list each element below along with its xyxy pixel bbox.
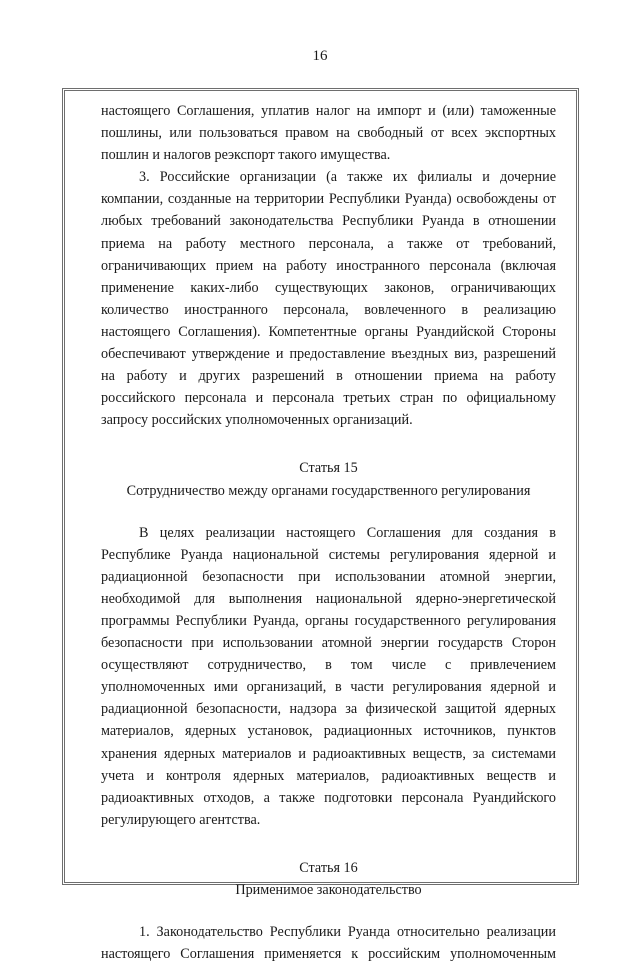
text-line: радиоактивных отходов, а также подготовки персонала Руандийского — [101, 789, 556, 806]
text-line: обеспечивают утверждение и предоставление въездных виз, разрешений — [101, 346, 556, 363]
paragraph-continuation — [101, 100, 556, 166]
text-line: радиационной безопасности, надзора за физической защитой ядерных — [101, 701, 556, 718]
text-line: приема на работу местного персонала, а также от требований, — [101, 235, 556, 252]
text-line: количество иностранного персонала, вовлеченного в реализацию — [101, 301, 556, 318]
text-line: на работу и других разрешений в отношении приема на работу — [101, 368, 556, 385]
paragraph-item-3 — [101, 166, 556, 431]
text-line: пошлин и налогов реэкспорт такого имущества. — [101, 147, 391, 164]
text-line: 3. Российские организации (а также их филиалы и дочерние — [139, 169, 556, 186]
text-line: безопасности при использовании атомной энергии государств Сторон — [101, 635, 556, 652]
text-line: осуществляют сотрудничество, в том числе с привлечением — [101, 657, 556, 674]
page-number: 16 — [312, 48, 328, 64]
text-line: учета и контроля ядерных материалов, радиоактивных веществ и — [101, 767, 556, 784]
text-line: запросу российских уполномоченных организаций. — [101, 412, 413, 429]
text-line: хранения ядерных материалов и радиоактивных веществ, за системами — [101, 745, 556, 762]
text-line: В целях реализации настоящего Соглашения для создания в — [139, 524, 556, 541]
text-line: материалов, ядерных установок, радиационных источников, пунктов — [101, 723, 556, 740]
text-line: российского персонала и персонала третьих стран по официальному — [101, 390, 556, 407]
article-16-number: Статья 16 — [299, 859, 358, 876]
text-line: регулирующего агентства. — [101, 811, 261, 828]
article-16-title: Применимое законодательство — [235, 882, 422, 898]
article-15-number: Статья 15 — [299, 460, 358, 477]
text-line: Республике Руанда национальной системы регулирования ядерной и — [101, 546, 556, 563]
text-line: компании, созданные на территории Республики Руанда) освобождены от — [101, 191, 556, 208]
article-15-title: Сотрудничество между органами государственного регулирования — [126, 482, 531, 499]
text-line: настоящего Соглашения применяется к российским уполномоченным — [101, 946, 556, 963]
article-15-paragraph — [101, 522, 556, 831]
text-line: уполномоченных ими организаций, в части регулирования ядерной и — [101, 679, 556, 696]
text-line: радиационной безопасности при использовании атомной энергии, — [101, 568, 556, 585]
text-line: настоящего Соглашения, уплатив налог на импорт и (или) таможенные — [101, 103, 556, 119]
text-line: любых требований законодательства Республики Руанда в отношении — [101, 213, 556, 230]
text-line: ограничивающих прием на работу иностранного персонала (включая — [101, 257, 556, 274]
text-line: применение каких-либо существующих законов, ограничивающих — [101, 279, 556, 296]
text-line: пошлины, или пользоваться правом на свободный от всех экспортных — [101, 125, 556, 142]
text-line: 1. Законодательство Республики Руанда относительно реализации — [139, 924, 556, 941]
text-line: настоящего Соглашения). Компетентные органы Руандийской Стороны — [101, 323, 556, 340]
document-body — [101, 100, 556, 965]
article-16-paragraph — [101, 921, 556, 965]
text-line: программы Республики Руанда, органы государственного регулирования — [101, 612, 556, 629]
text-line: необходимой для выполнения национальной ядерно-энергетической — [101, 590, 556, 607]
